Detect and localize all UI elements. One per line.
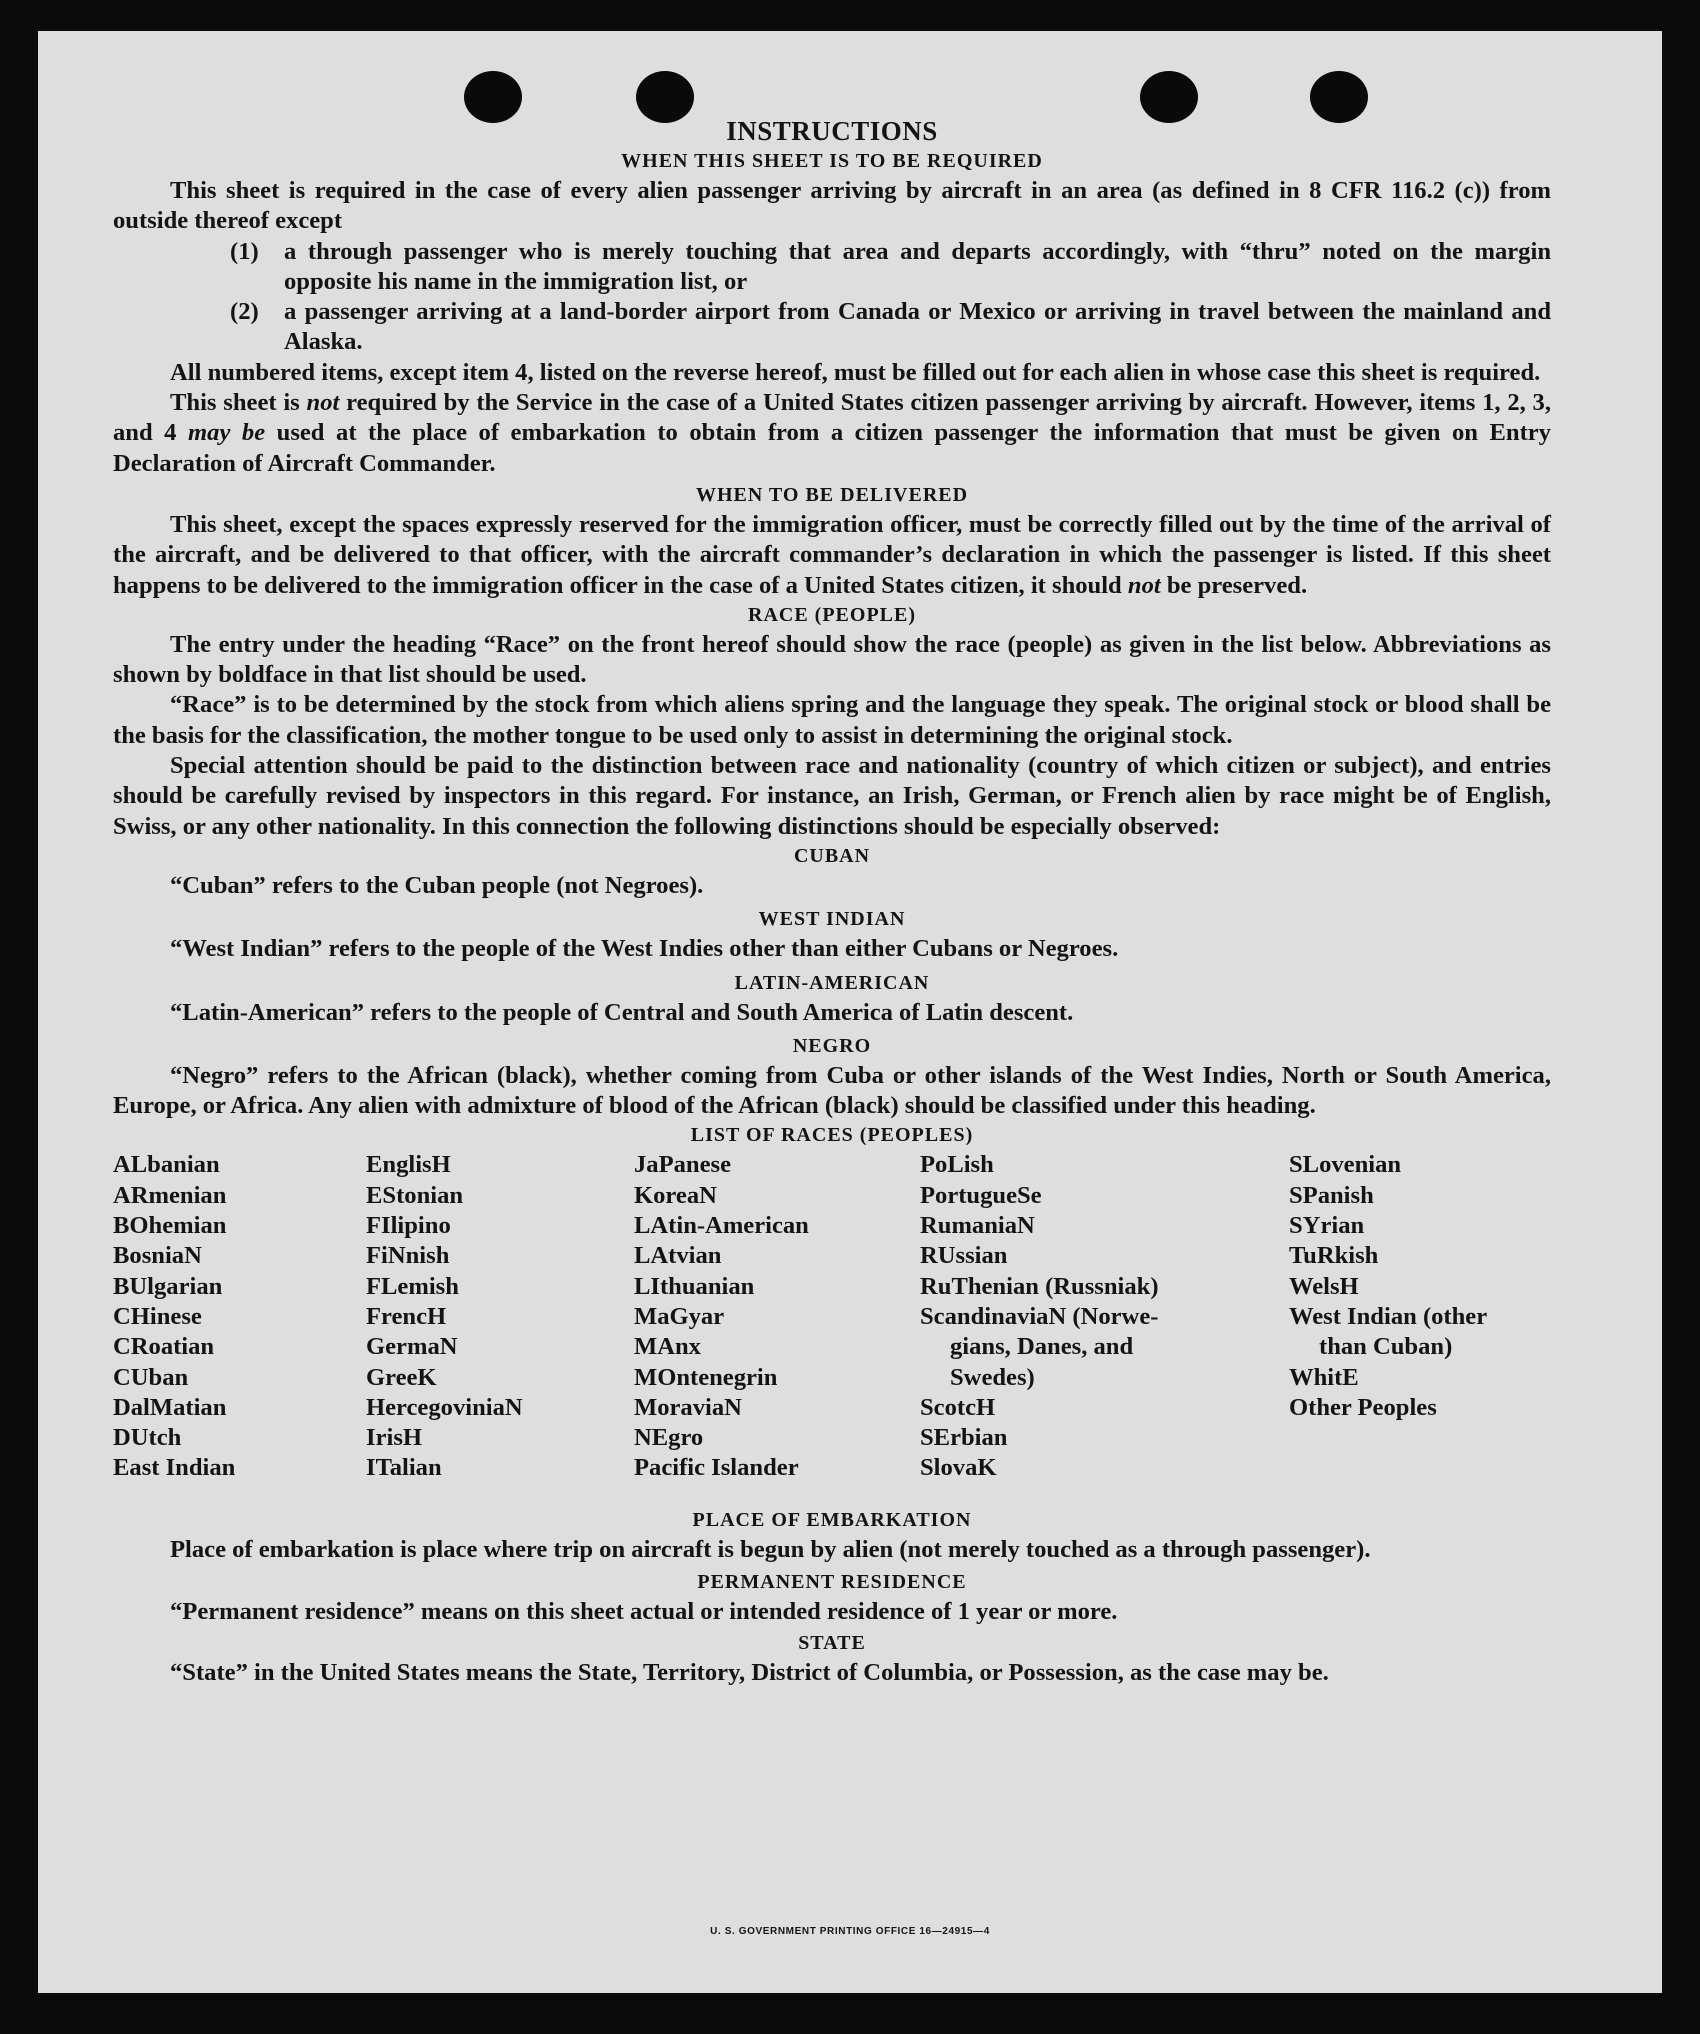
race-entry: RumaniaN xyxy=(920,1212,1035,1240)
exception-item-2 xyxy=(113,297,1551,358)
race-entry: ITalian xyxy=(366,1454,442,1482)
race-entry: DalMatian xyxy=(113,1393,227,1421)
page-title: INSTRUCTIONS xyxy=(726,116,938,146)
race-entry: ARmenian xyxy=(113,1181,227,1209)
race-entry: EnglisH xyxy=(366,1151,451,1179)
race-entry: SPanish xyxy=(1289,1181,1374,1209)
race-entry: PoLish xyxy=(920,1151,994,1179)
item-text: a through passenger who is merely touching that area and departs accordingly, with “thru” noted on the margin opposite his name in the immigration list, or xyxy=(284,237,1551,295)
paragraph-west-indian: “West Indian” refers to the people of the West Indies other than either Cubans or Negroes. xyxy=(170,935,1119,963)
race-entry: HercegoviniaN xyxy=(366,1393,523,1421)
race-entry: RuThenian (Russniak) xyxy=(920,1272,1159,1300)
race-entry: ScandinaviaN (Norwe- xyxy=(920,1302,1159,1330)
paragraph-latin-american: “Latin-American” refers to the people of Central and South America of Latin descent. xyxy=(170,998,1074,1026)
race-entry: BosniaN xyxy=(113,1242,202,1270)
paragraph-numbered-items: All numbered items, except item 4, listed on the reverse hereof, must be filled out for each alien in whose case this sheet is required. xyxy=(170,358,1541,386)
race-entry: Swedes) xyxy=(950,1363,1035,1391)
race-entry: Other Peoples xyxy=(1289,1393,1437,1421)
race-entry: CRoatian xyxy=(113,1333,215,1361)
race-entry: CHinese xyxy=(113,1302,202,1330)
race-entry: FiNnish xyxy=(366,1242,450,1270)
heading-race: RACE (PEOPLE) xyxy=(748,603,916,626)
race-entry: WhitE xyxy=(1289,1363,1359,1391)
race-entry: SYrian xyxy=(1289,1212,1365,1240)
race-entry: ALbanian xyxy=(113,1151,220,1179)
race-entry: ScotcH xyxy=(920,1393,996,1421)
heading-cuban: CUBAN xyxy=(793,844,871,867)
document-page xyxy=(38,31,1662,1993)
race-entry: GreeK xyxy=(366,1363,437,1391)
paragraph-negro: “Negro” refers to the African (black), whether coming from Cuba or other islands of the West Indies, North or South America, Europe, or Africa. Any alien with admixture of blood of the African (black) should be classified under this heading. xyxy=(113,1061,1551,1120)
paragraph-race-3: Special attention should be paid to the distinction between race and nationality (country of which citizen or subject), and entries should be carefully revised by inspectors in this regard. For instance, an Irish, German, or French alien by race might be of English, Swiss, or any other nationality. In this connection the following distinctions should be especially observed: xyxy=(113,752,1551,840)
heading-negro: NEGRO xyxy=(792,1034,872,1057)
race-entry: FIlipino xyxy=(366,1212,451,1240)
race-entry: SLovenian xyxy=(1289,1151,1402,1179)
races-column-4 xyxy=(920,1150,1159,1483)
race-entry: East Indian xyxy=(113,1454,236,1482)
race-entry: EStonian xyxy=(366,1181,464,1209)
paragraph-embarkation: Place of embarkation is place where trip on aircraft is begun by alien (not merely touched as a through passenger). xyxy=(170,1536,1371,1564)
races-column-3 xyxy=(634,1150,809,1483)
race-entry: TuRkish xyxy=(1289,1242,1379,1270)
race-entry: BOhemian xyxy=(113,1212,227,1240)
heading-permanent-residence: PERMANENT RESIDENCE xyxy=(697,1570,967,1593)
heading-delivered: WHEN TO BE DELIVERED xyxy=(695,483,969,506)
race-entry: SlovaK xyxy=(920,1454,997,1482)
instructions-content xyxy=(113,115,1551,1688)
race-entry: RUssian xyxy=(920,1242,1008,1270)
paragraph-permanent-residence: “Permanent residence” means on this sheet actual or intended residence of 1 year or more. xyxy=(170,1597,1118,1625)
race-entry: SErbian xyxy=(920,1424,1008,1452)
item-text: a passenger arriving at a land-border airport from Canada or Mexico or arriving in travel between the mainland and Alaska. xyxy=(284,298,1551,356)
race-entry: BUlgarian xyxy=(113,1272,223,1300)
races-list xyxy=(113,1150,1551,1504)
paragraph-citizen: This sheet is not required by the Service in the case of a United States citizen passenger arriving by aircraft. However, items 1, 2, 3, and 4 may be used at the place of embarkation to obtain from a citizen passenger the information that must be given on Entry Declaration of Aircraft Commander. xyxy=(113,389,1551,477)
races-column-5 xyxy=(1289,1150,1487,1423)
heading-west-indian: WEST INDIAN xyxy=(758,908,906,931)
paragraph-race-1: The entry under the heading “Race” on the front hereof should show the race (people) as given in the list below. Abbreviations as shown by boldface in that list should be used. xyxy=(113,630,1551,689)
race-entry: WelsH xyxy=(1289,1272,1359,1300)
paragraph-cuban: “Cuban” refers to the Cuban people (not Negroes). xyxy=(170,871,704,899)
race-entry: PortugueSe xyxy=(920,1181,1042,1209)
race-entry: GermaN xyxy=(366,1333,458,1361)
heading-required: WHEN THIS SHEET IS TO BE REQUIRED xyxy=(621,150,1043,172)
race-entry: MaGyar xyxy=(634,1302,725,1330)
paragraph-required: This sheet is required in the case of every alien passenger arriving by aircraft in an area (as defined in 8 CFR 116.2 (c)) from outside thereof except xyxy=(113,177,1551,235)
heading-state: STATE xyxy=(798,1632,866,1655)
race-entry: LAtin-American xyxy=(634,1212,809,1240)
races-column-2 xyxy=(366,1150,523,1483)
item-number: (2) xyxy=(230,298,259,326)
race-entry: CUban xyxy=(113,1363,189,1391)
race-entry: FLemish xyxy=(366,1272,459,1300)
races-column-1 xyxy=(113,1150,235,1483)
race-entry: MAnx xyxy=(634,1333,701,1361)
race-entry: LAtvian xyxy=(634,1242,722,1270)
printing-office-footer: U. S. GOVERNMENT PRINTING OFFICE 16—24915—4 xyxy=(710,1926,990,1937)
paragraph-state: “State” in the United States means the State, Territory, District of Columbia, or Possession, as the case may be. xyxy=(170,1659,1329,1687)
exception-item-1 xyxy=(113,237,1551,298)
race-entry: IrisH xyxy=(366,1424,423,1452)
item-number: (1) xyxy=(230,237,259,265)
heading-list-of-races: LIST OF RACES (PEOPLES) xyxy=(690,1124,974,1147)
race-entry: LIthuanian xyxy=(634,1272,755,1300)
race-entry: gians, Danes, and xyxy=(950,1333,1134,1361)
heading-embarkation: PLACE OF EMBARKATION xyxy=(692,1509,972,1532)
race-entry: Pacific Islander xyxy=(634,1454,799,1482)
paragraph-race-2: “Race” is to be determined by the stock from which aliens spring and the language they speak. The original stock or blood shall be the basis for the classification, the mother tongue to be used only to assist in determining the original stock. xyxy=(113,691,1551,749)
race-entry: NEgro xyxy=(634,1424,704,1452)
race-entry: JaPanese xyxy=(634,1151,731,1179)
paragraph-delivered: This sheet, except the spaces expressly reserved for the immigration officer, must be correctly filled out by the time of the arrival of the aircraft, and be delivered to that officer, with the aircraft commander’s declaration in which the passenger is listed. If this sheet happens to be delivered to the immigration officer in the case of a United States citizen, it should not be preserved. xyxy=(113,510,1551,599)
race-entry: MoraviaN xyxy=(634,1393,742,1421)
race-entry: DUtch xyxy=(113,1424,182,1452)
race-entry: FrencH xyxy=(366,1302,447,1330)
race-entry: MOntenegrin xyxy=(634,1363,778,1391)
race-entry: KoreaN xyxy=(634,1181,717,1209)
race-entry: than Cuban) xyxy=(1319,1333,1453,1361)
race-entry: West Indian (other xyxy=(1289,1302,1488,1330)
heading-latin-american: LATIN-AMERICAN xyxy=(734,971,930,994)
